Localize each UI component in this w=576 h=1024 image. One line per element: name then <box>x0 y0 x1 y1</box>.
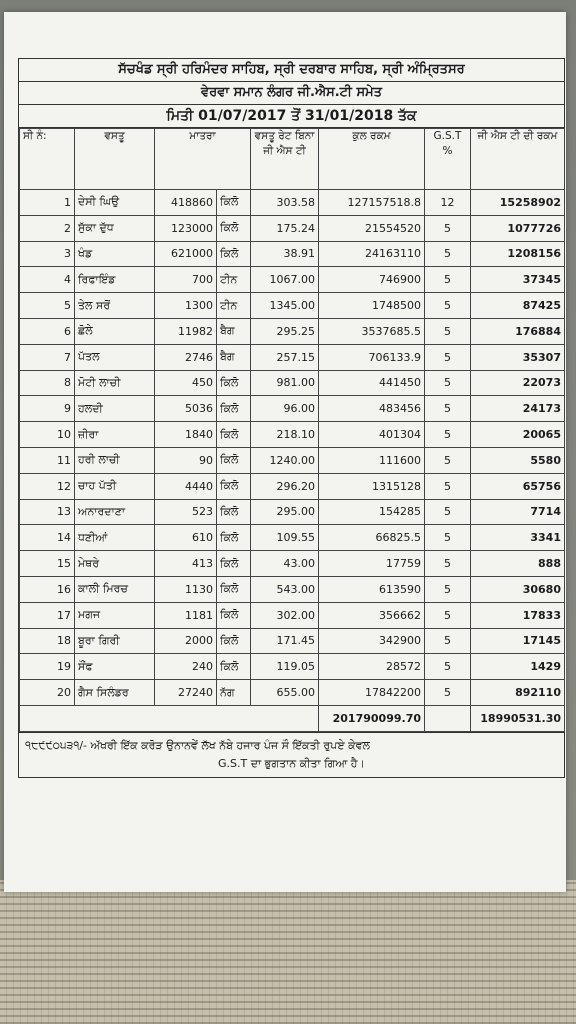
row-sno: 10 <box>20 422 75 448</box>
row-item: ਮੋਟੀ ਲਾਚੀ <box>75 370 155 396</box>
table-row <box>20 602 565 628</box>
title-line-1: ਸੱਚਖੰਡ ਸ੍ਰੀ ਹਰਿਮੰਦਰ ਸਾਹਿਬ, ਸ੍ਰੀ ਦਰਬਾਰ ਸਾਹਿਬ, ਸ੍ਰੀ ਅੰਮ੍ਰਿਤਸਰ <box>19 59 564 82</box>
row-item: ਧਣੀਆਂ <box>75 525 155 551</box>
row-item: ਮੇਥਰੇ <box>75 551 155 577</box>
row-sno: 20 <box>20 680 75 706</box>
row-gst-amount: 24173 <box>471 396 565 422</box>
row-amount: 401304 <box>319 422 425 448</box>
row-amount: 17842200 <box>319 680 425 706</box>
row-qty: 5036 <box>155 396 217 422</box>
row-rate: 1240.00 <box>251 447 319 473</box>
row-qty: 11982 <box>155 318 217 344</box>
row-unit: ਕਿਲੋ <box>217 396 251 422</box>
row-rate: 38.91 <box>251 241 319 267</box>
row-gst-amount: 1429 <box>471 654 565 680</box>
title-line-2: ਵੇਰਵਾ ਸਮਾਨ ਲੰਗਰ ਜੀ.ਐਸ.ਟੀ ਸਮੇਤ <box>19 82 564 105</box>
row-sno: 15 <box>20 551 75 577</box>
row-item: ਹਲਦੀ <box>75 396 155 422</box>
row-unit: ਟੀਨ <box>217 267 251 293</box>
row-qty: 450 <box>155 370 217 396</box>
row-gst-amount: 892110 <box>471 680 565 706</box>
amount-in-words-line-2: G.S.T ਦਾ ਭੁਗਤਾਨ ਕੀਤਾ ਗਿਆ ਹੈ। <box>218 756 365 770</box>
row-amount: 342900 <box>319 628 425 654</box>
row-amount: 154285 <box>319 499 425 525</box>
row-item: ਸੌਂਫ <box>75 654 155 680</box>
row-gst-amount: 1208156 <box>471 241 565 267</box>
total-amount: 201790099.70 <box>319 705 425 731</box>
amount-in-words-line-1: ੧੮੯੯੦੫੩੧/- ਅੱਖਰੀ ਇੱਕ ਕਰੋੜ ਉਨਾਨਵੇਂ ਲੱਖ ਨੱਬੇ ਹਜਾਰ ਪੰਜ ਸੌ ਇੱਕਤੀ ਰੁਪਏ ਕੇਵਲ <box>25 738 370 752</box>
row-amount: 1748500 <box>319 293 425 319</box>
table-row <box>20 396 565 422</box>
row-item: ਖੰਡ <box>75 241 155 267</box>
row-sno: 14 <box>20 525 75 551</box>
paper-sheet <box>4 12 566 892</box>
items-table <box>19 128 565 732</box>
total-gst-amount: 18990531.30 <box>471 705 565 731</box>
row-sno: 16 <box>20 576 75 602</box>
row-sno: 9 <box>20 396 75 422</box>
table-row <box>20 422 565 448</box>
row-rate: 981.00 <box>251 370 319 396</box>
row-sno: 4 <box>20 267 75 293</box>
row-rate: 171.45 <box>251 628 319 654</box>
row-amount: 706133.9 <box>319 344 425 370</box>
row-rate: 96.00 <box>251 396 319 422</box>
row-gst-percent: 5 <box>425 628 471 654</box>
table-row <box>20 654 565 680</box>
row-gst-amount: 1077726 <box>471 215 565 241</box>
row-unit: ਕਿਲੋ <box>217 628 251 654</box>
table-row <box>20 241 565 267</box>
table-row <box>20 551 565 577</box>
totals-spacer <box>20 705 319 731</box>
row-gst-percent: 5 <box>425 318 471 344</box>
row-gst-amount: 888 <box>471 551 565 577</box>
row-amount: 613590 <box>319 576 425 602</box>
table-row <box>20 473 565 499</box>
col-header-gst: G.S.T % <box>425 129 471 190</box>
row-unit: ਕਿਲੋ <box>217 370 251 396</box>
row-qty: 2746 <box>155 344 217 370</box>
row-gst-percent: 5 <box>425 422 471 448</box>
row-gst-percent: 5 <box>425 551 471 577</box>
row-amount: 111600 <box>319 447 425 473</box>
row-qty: 27240 <box>155 680 217 706</box>
table-row <box>20 447 565 473</box>
table-row <box>20 499 565 525</box>
row-gst-percent: 5 <box>425 680 471 706</box>
row-qty: 1130 <box>155 576 217 602</box>
table-row <box>20 267 565 293</box>
row-gst-percent: 5 <box>425 344 471 370</box>
row-gst-amount: 20065 <box>471 422 565 448</box>
col-header-item: ਵਸਤੂ <box>75 129 155 190</box>
table-row <box>20 318 565 344</box>
col-header-rate: ਵਸਤੂ ਰੇਟ ਬਿਨਾ ਜੀ ਐਸ ਟੀ <box>251 129 319 190</box>
row-gst-amount: 65756 <box>471 473 565 499</box>
row-qty: 2000 <box>155 628 217 654</box>
table-row <box>20 576 565 602</box>
row-gst-amount: 17833 <box>471 602 565 628</box>
row-gst-percent: 5 <box>425 396 471 422</box>
col-header-sno: ਸੀ ਨੰ: <box>20 129 75 190</box>
row-item: ਜ਼ੀਰਾ <box>75 422 155 448</box>
row-qty: 240 <box>155 654 217 680</box>
row-unit: ਬੈਗ <box>217 318 251 344</box>
totals-row <box>20 705 565 731</box>
row-unit: ਕਿਲੋ <box>217 525 251 551</box>
row-gst-percent: 5 <box>425 293 471 319</box>
row-qty: 610 <box>155 525 217 551</box>
row-amount: 1315128 <box>319 473 425 499</box>
row-rate: 295.25 <box>251 318 319 344</box>
row-amount: 24163110 <box>319 241 425 267</box>
table-row <box>20 370 565 396</box>
table-row <box>20 628 565 654</box>
row-item: ਹਰੀ ਲਾਚੀ <box>75 447 155 473</box>
document-table-frame <box>18 58 565 778</box>
row-gst-amount: 17145 <box>471 628 565 654</box>
row-sno: 19 <box>20 654 75 680</box>
row-gst-amount: 176884 <box>471 318 565 344</box>
table-row <box>20 680 565 706</box>
row-item: ਸੁੱਕਾ ਦੁੱਧ <box>75 215 155 241</box>
row-gst-percent: 5 <box>425 267 471 293</box>
row-qty: 90 <box>155 447 217 473</box>
row-rate: 175.24 <box>251 215 319 241</box>
row-item: ਗੈਸ ਸਿਲੰਡਰ <box>75 680 155 706</box>
row-gst-percent: 5 <box>425 602 471 628</box>
row-item: ਮਗਜ <box>75 602 155 628</box>
row-gst-percent: 5 <box>425 215 471 241</box>
row-gst-amount: 30680 <box>471 576 565 602</box>
row-unit: ਕਿਲੋ <box>217 473 251 499</box>
row-gst-amount: 5580 <box>471 447 565 473</box>
col-header-amount: ਕੁਲ ਰਕਮ <box>319 129 425 190</box>
row-amount: 66825.5 <box>319 525 425 551</box>
row-rate: 303.58 <box>251 190 319 216</box>
title-line-3: ਮਿਤੀ 01/07/2017 ਤੋਂ 31/01/2018 ਤੱਕ <box>19 105 564 128</box>
row-sno: 12 <box>20 473 75 499</box>
col-header-gst-amount: ਜੀ ਐਸ ਟੀ ਦੀ ਰਕਮ <box>471 129 565 190</box>
col-header-qty: ਮਾਤਰਾ <box>155 129 251 190</box>
row-qty: 523 <box>155 499 217 525</box>
table-row <box>20 525 565 551</box>
table-row <box>20 190 565 216</box>
row-rate: 218.10 <box>251 422 319 448</box>
table-row <box>20 344 565 370</box>
row-sno: 1 <box>20 190 75 216</box>
row-unit: ਬੈਗ <box>217 344 251 370</box>
row-gst-percent: 12 <box>425 190 471 216</box>
row-rate: 109.55 <box>251 525 319 551</box>
row-sno: 8 <box>20 370 75 396</box>
row-unit: ਕਿਲੋ <box>217 215 251 241</box>
row-rate: 302.00 <box>251 602 319 628</box>
row-amount: 3537685.5 <box>319 318 425 344</box>
row-item: ਕਾਲੀ ਮਿਰਚ <box>75 576 155 602</box>
row-sno: 13 <box>20 499 75 525</box>
table-header-row <box>20 129 565 190</box>
row-gst-percent: 5 <box>425 241 471 267</box>
row-sno: 2 <box>20 215 75 241</box>
row-amount: 441450 <box>319 370 425 396</box>
row-unit: ਕਿਲੋ <box>217 241 251 267</box>
row-qty: 1840 <box>155 422 217 448</box>
row-gst-percent: 5 <box>425 473 471 499</box>
row-gst-percent: 5 <box>425 525 471 551</box>
row-gst-amount: 22073 <box>471 370 565 396</box>
row-qty: 621000 <box>155 241 217 267</box>
row-sno: 11 <box>20 447 75 473</box>
amount-in-words <box>19 732 564 777</box>
row-unit: ਕਿਲੋ <box>217 602 251 628</box>
row-unit: ਕਿਲੋ <box>217 654 251 680</box>
row-amount: 21554520 <box>319 215 425 241</box>
row-unit: ਟੀਨ <box>217 293 251 319</box>
row-qty: 123000 <box>155 215 217 241</box>
row-sno: 3 <box>20 241 75 267</box>
row-qty: 4440 <box>155 473 217 499</box>
row-unit: ਕਿਲੋ <box>217 576 251 602</box>
row-qty: 1300 <box>155 293 217 319</box>
row-rate: 1067.00 <box>251 267 319 293</box>
newspaper-background <box>0 880 576 1024</box>
row-item: ਪੱਤਲ <box>75 344 155 370</box>
row-amount: 28572 <box>319 654 425 680</box>
row-amount: 746900 <box>319 267 425 293</box>
row-gst-amount: 15258902 <box>471 190 565 216</box>
table-row <box>20 215 565 241</box>
row-gst-percent: 5 <box>425 499 471 525</box>
row-rate: 43.00 <box>251 551 319 577</box>
row-item: ਅਨਾਰਦਾਣਾ <box>75 499 155 525</box>
totals-gst-spacer <box>425 705 471 731</box>
row-sno: 5 <box>20 293 75 319</box>
row-gst-percent: 5 <box>425 654 471 680</box>
row-qty: 413 <box>155 551 217 577</box>
row-item: ਤੇਲ ਸਰੋਂ <box>75 293 155 319</box>
row-unit: ਕਿਲੋ <box>217 551 251 577</box>
row-item: ਛੋਲੇ <box>75 318 155 344</box>
row-unit: ਨੱਗ <box>217 680 251 706</box>
table-row <box>20 293 565 319</box>
row-unit: ਕਿਲੋ <box>217 447 251 473</box>
row-amount: 17759 <box>319 551 425 577</box>
row-amount: 483456 <box>319 396 425 422</box>
row-rate: 543.00 <box>251 576 319 602</box>
row-amount: 356662 <box>319 602 425 628</box>
row-sno: 18 <box>20 628 75 654</box>
row-gst-amount: 7714 <box>471 499 565 525</box>
row-rate: 119.05 <box>251 654 319 680</box>
row-rate: 655.00 <box>251 680 319 706</box>
row-amount: 127157518.8 <box>319 190 425 216</box>
row-unit: ਕਿਲੋ <box>217 422 251 448</box>
row-unit: ਕਿਲੋ <box>217 190 251 216</box>
row-gst-percent: 5 <box>425 447 471 473</box>
row-gst-percent: 5 <box>425 576 471 602</box>
row-gst-amount: 87425 <box>471 293 565 319</box>
row-sno: 7 <box>20 344 75 370</box>
row-sno: 17 <box>20 602 75 628</box>
row-rate: 296.20 <box>251 473 319 499</box>
row-rate: 295.00 <box>251 499 319 525</box>
row-qty: 418860 <box>155 190 217 216</box>
row-qty: 700 <box>155 267 217 293</box>
row-rate: 1345.00 <box>251 293 319 319</box>
row-item: ਦੇਸੀ ਘਿਉ <box>75 190 155 216</box>
row-item: ਰਿਫਾਇੰਡ <box>75 267 155 293</box>
row-sno: 6 <box>20 318 75 344</box>
row-gst-percent: 5 <box>425 370 471 396</box>
row-qty: 1181 <box>155 602 217 628</box>
row-unit: ਕਿਲੋ <box>217 499 251 525</box>
row-gst-amount: 3341 <box>471 525 565 551</box>
row-item: ਚਾਹ ਪੱਤੀ <box>75 473 155 499</box>
row-rate: 257.15 <box>251 344 319 370</box>
row-gst-amount: 37345 <box>471 267 565 293</box>
row-item: ਬੂਰਾ ਗਿਰੀ <box>75 628 155 654</box>
row-gst-amount: 35307 <box>471 344 565 370</box>
